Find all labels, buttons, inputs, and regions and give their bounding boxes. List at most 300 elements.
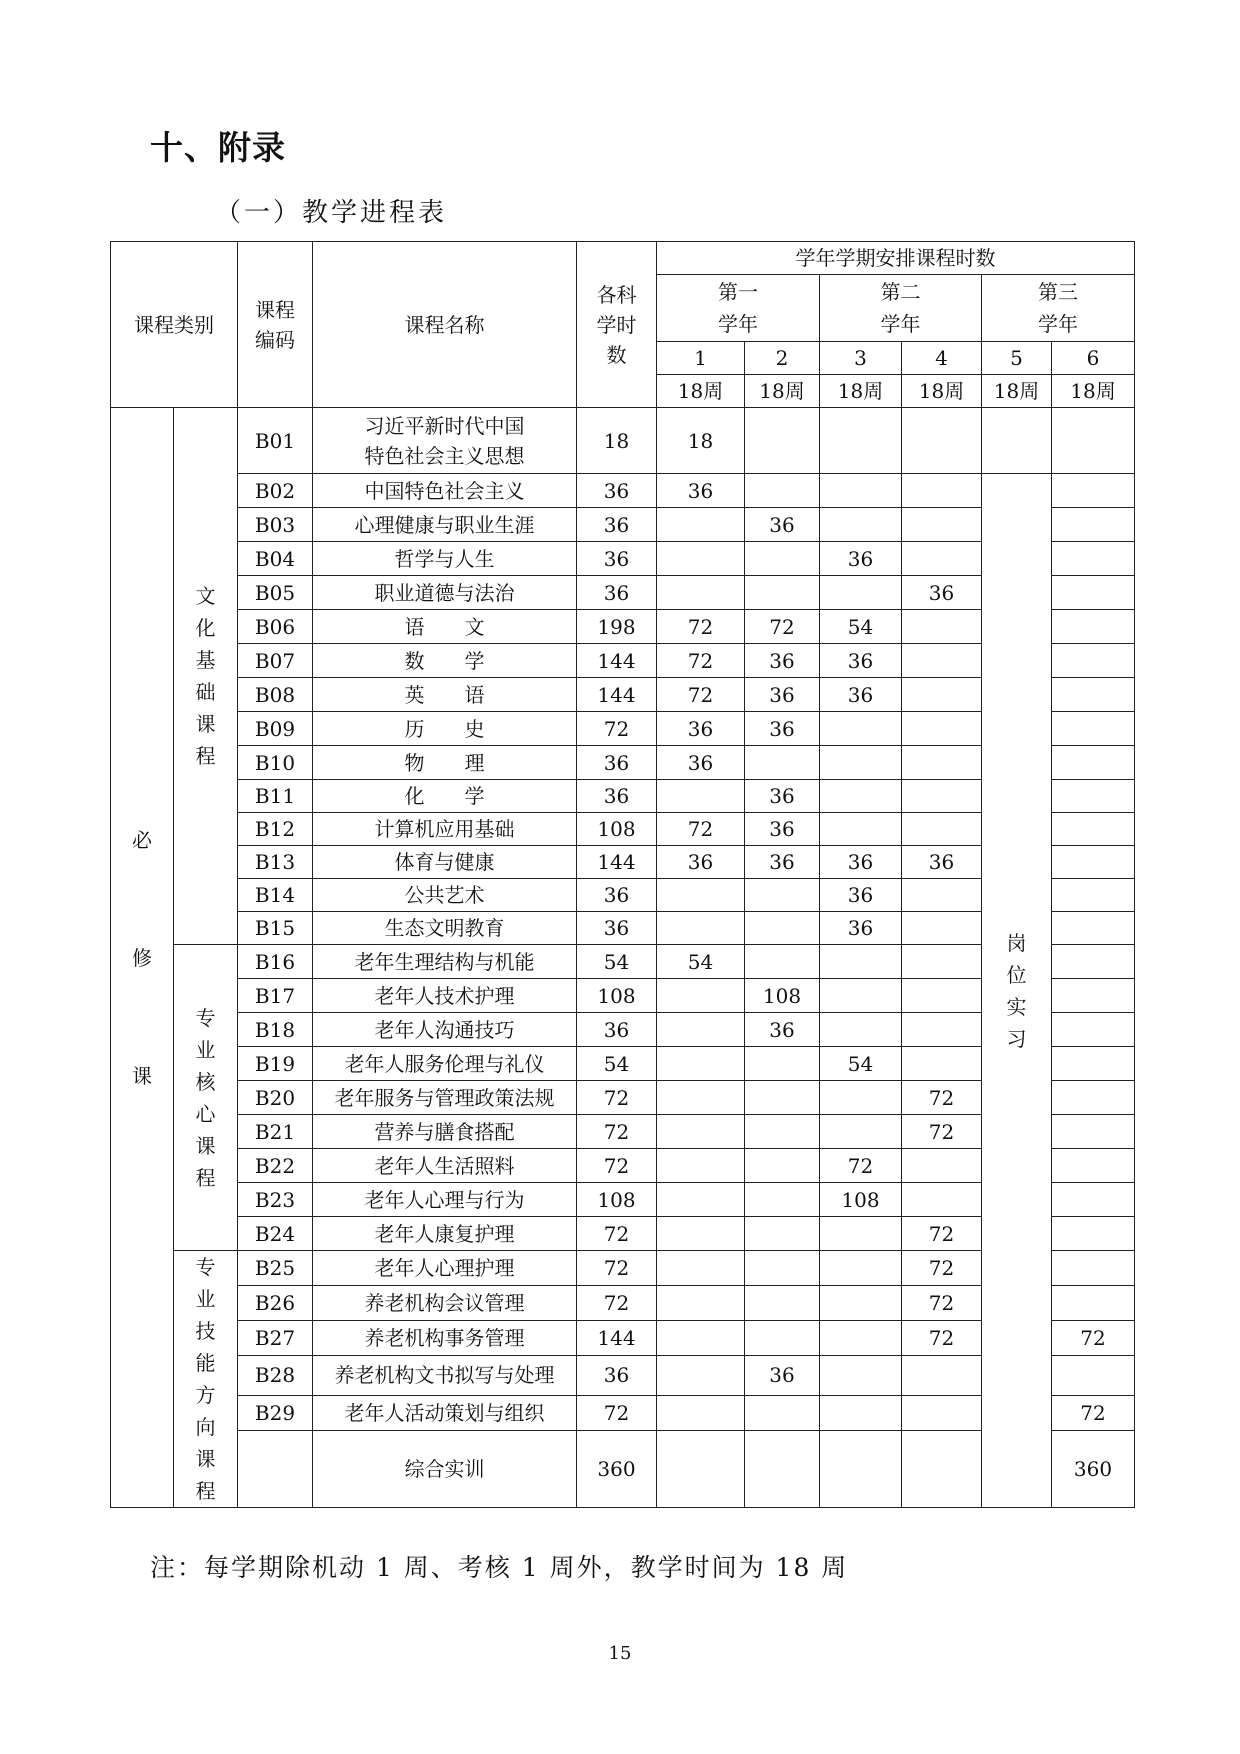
term-cell xyxy=(745,746,820,780)
section-subheading: （一）教学进程表 xyxy=(215,198,448,228)
course-hours: 36 xyxy=(577,508,657,542)
term-cell xyxy=(1052,1081,1135,1115)
category-culture-text: 文化基础课程 xyxy=(195,584,216,768)
course-name: 老年人沟通技巧 xyxy=(313,1013,577,1047)
category-core xyxy=(174,945,238,1251)
term-cell xyxy=(657,508,745,542)
term-cell xyxy=(1052,610,1135,644)
term-cell: 54 xyxy=(820,1047,902,1081)
course-hours: 72 xyxy=(577,1115,657,1149)
term-cell: 18 xyxy=(657,408,745,474)
course-code: B27 xyxy=(238,1320,313,1355)
term-cell xyxy=(902,1430,982,1507)
term-cell xyxy=(745,1217,820,1251)
course-hours: 36 xyxy=(577,1013,657,1047)
table-row xyxy=(111,912,1135,945)
course-code: B07 xyxy=(238,644,313,678)
term-cell xyxy=(657,1251,745,1286)
term-cell: 72 xyxy=(657,813,745,846)
term-cell xyxy=(657,576,745,610)
course-hours: 108 xyxy=(577,979,657,1013)
term-cell xyxy=(902,1355,982,1395)
course-name: 生态文明教育 xyxy=(313,912,577,945)
term-cell xyxy=(820,408,902,474)
course-code: B02 xyxy=(238,474,313,508)
course-code: B12 xyxy=(238,813,313,846)
term-cell xyxy=(1052,644,1135,678)
header-weeks-5: 18周 xyxy=(982,375,1052,408)
term-cell xyxy=(820,1355,902,1395)
course-hours: 144 xyxy=(577,644,657,678)
course-hours: 144 xyxy=(577,846,657,879)
term-cell xyxy=(820,1285,902,1320)
term-cell: 36 xyxy=(820,678,902,712)
term-cell: 36 xyxy=(745,712,820,746)
header-year-1 xyxy=(657,275,820,342)
term-cell: 72 xyxy=(1052,1395,1135,1430)
term-cell xyxy=(745,408,820,474)
course-hours: 36 xyxy=(577,780,657,813)
course-name: 中国特色社会主义 xyxy=(313,474,577,508)
header-term-1: 1 xyxy=(657,342,745,375)
term-cell xyxy=(820,746,902,780)
term-cell xyxy=(1052,945,1135,979)
term-cell: 36 xyxy=(745,678,820,712)
term-cell xyxy=(1052,780,1135,813)
term-cell xyxy=(820,1320,902,1355)
term-cell: 36 xyxy=(745,1013,820,1047)
course-hours: 108 xyxy=(577,813,657,846)
course-name: 物 理 xyxy=(313,746,577,780)
term-cell xyxy=(902,678,982,712)
term-cell xyxy=(1052,508,1135,542)
term-cell xyxy=(657,1149,745,1183)
term-cell: 72 xyxy=(657,678,745,712)
term-cell xyxy=(745,1081,820,1115)
course-hours: 18 xyxy=(577,408,657,474)
category-core-text: 专业核心课程 xyxy=(195,1005,216,1190)
term-cell: 72 xyxy=(820,1149,902,1183)
term-cell: 36 xyxy=(902,846,982,879)
term-cell xyxy=(745,474,820,508)
term-cell xyxy=(902,1149,982,1183)
term-cell xyxy=(1052,1149,1135,1183)
term-cell xyxy=(820,1430,902,1507)
term-cell xyxy=(902,1047,982,1081)
term-cell xyxy=(1052,1251,1135,1286)
course-name: 老年服务与管理政策法规 xyxy=(313,1081,577,1115)
header-year-2 xyxy=(820,275,982,342)
term-cell xyxy=(820,945,902,979)
course-code: B26 xyxy=(238,1285,313,1320)
course-hours: 72 xyxy=(577,1217,657,1251)
term-cell: 36 xyxy=(820,912,902,945)
term-cell xyxy=(745,1251,820,1286)
course-name-text: 习近平新时代中国特色社会主义思想 xyxy=(364,413,525,468)
term-cell xyxy=(1052,1355,1135,1395)
term-cell: 108 xyxy=(745,979,820,1013)
category-main xyxy=(111,408,174,1508)
term-cell: 36 xyxy=(745,644,820,678)
table-row xyxy=(111,474,1135,508)
course-name: 语 文 xyxy=(313,610,577,644)
table-row xyxy=(111,610,1135,644)
table-row xyxy=(111,1251,1135,1286)
term-cell: 36 xyxy=(657,712,745,746)
term-cell: 72 xyxy=(902,1320,982,1355)
course-code: B04 xyxy=(238,542,313,576)
term-cell xyxy=(745,879,820,912)
term-cell xyxy=(657,780,745,813)
internship-cell xyxy=(982,474,1052,1508)
term-cell xyxy=(1052,979,1135,1013)
term-cell: 72 xyxy=(902,1285,982,1320)
term-cell xyxy=(820,979,902,1013)
section-heading: 十、附录 xyxy=(150,128,286,167)
course-code: B03 xyxy=(238,508,313,542)
course-hours: 36 xyxy=(577,576,657,610)
table-row xyxy=(111,979,1135,1013)
course-code: B09 xyxy=(238,712,313,746)
term-cell xyxy=(1052,576,1135,610)
term-cell xyxy=(657,1081,745,1115)
course-name: 历 史 xyxy=(313,712,577,746)
term-cell xyxy=(820,1013,902,1047)
header-term-6: 6 xyxy=(1052,342,1135,375)
course-code: B17 xyxy=(238,979,313,1013)
term-cell xyxy=(657,1115,745,1149)
table-row xyxy=(111,1149,1135,1183)
header-year-3 xyxy=(982,275,1135,342)
term-cell xyxy=(1052,813,1135,846)
header-name: 课程名称 xyxy=(313,242,577,408)
course-hours: 36 xyxy=(577,542,657,576)
term-cell xyxy=(745,1183,820,1217)
table-row xyxy=(111,813,1135,846)
course-name: 英 语 xyxy=(313,678,577,712)
term-cell xyxy=(982,408,1052,474)
term-cell xyxy=(657,1183,745,1217)
header-weeks-4: 18周 xyxy=(902,375,982,408)
term-cell xyxy=(902,408,982,474)
course-name xyxy=(313,408,577,474)
term-cell xyxy=(1052,846,1135,879)
term-cell xyxy=(902,912,982,945)
term-cell xyxy=(1052,746,1135,780)
page-number: 15 xyxy=(608,1643,632,1664)
table-row xyxy=(111,1081,1135,1115)
term-cell xyxy=(902,542,982,576)
course-name: 养老机构文书拟写与处理 xyxy=(313,1355,577,1395)
table-row xyxy=(111,780,1135,813)
table-row xyxy=(111,1217,1135,1251)
course-hours: 144 xyxy=(577,678,657,712)
course-name: 老年生理结构与机能 xyxy=(313,945,577,979)
course-code: B16 xyxy=(238,945,313,979)
term-cell xyxy=(820,576,902,610)
course-hours: 36 xyxy=(577,746,657,780)
term-cell xyxy=(745,1149,820,1183)
term-cell xyxy=(1052,1217,1135,1251)
term-cell: 36 xyxy=(820,644,902,678)
term-cell xyxy=(902,879,982,912)
header-hours xyxy=(577,242,657,408)
term-cell: 36 xyxy=(820,542,902,576)
course-code: B14 xyxy=(238,879,313,912)
table-row xyxy=(111,408,1135,474)
term-cell: 36 xyxy=(745,508,820,542)
term-cell: 36 xyxy=(820,846,902,879)
category-skill-text: 专业技能方向课程 xyxy=(195,1255,216,1503)
term-cell xyxy=(1052,1285,1135,1320)
course-code: B15 xyxy=(238,912,313,945)
table-row xyxy=(111,846,1135,879)
table-row xyxy=(111,746,1135,780)
course-name: 公共艺术 xyxy=(313,879,577,912)
header-year-3-text: 第三学年 xyxy=(1038,280,1078,336)
term-cell xyxy=(745,1047,820,1081)
table-row xyxy=(111,1320,1135,1355)
term-cell xyxy=(657,979,745,1013)
term-cell xyxy=(657,1217,745,1251)
header-term-4: 4 xyxy=(902,342,982,375)
term-cell: 36 xyxy=(820,879,902,912)
course-hours: 72 xyxy=(577,1285,657,1320)
category-skill xyxy=(174,1251,238,1508)
term-cell xyxy=(657,912,745,945)
course-code: B29 xyxy=(238,1395,313,1430)
term-cell xyxy=(820,1251,902,1286)
term-cell xyxy=(657,879,745,912)
course-name: 老年人技术护理 xyxy=(313,979,577,1013)
course-code: B19 xyxy=(238,1047,313,1081)
course-name: 综合实训 xyxy=(313,1430,577,1507)
term-cell: 54 xyxy=(820,610,902,644)
course-hours: 36 xyxy=(577,1355,657,1395)
header-term-2: 2 xyxy=(745,342,820,375)
course-hours: 108 xyxy=(577,1183,657,1217)
term-cell xyxy=(1052,912,1135,945)
term-cell: 36 xyxy=(745,813,820,846)
term-cell xyxy=(820,1217,902,1251)
course-hours: 72 xyxy=(577,1251,657,1286)
term-cell xyxy=(1052,1013,1135,1047)
term-cell xyxy=(657,1320,745,1355)
header-term-3: 3 xyxy=(820,342,902,375)
term-cell: 72 xyxy=(745,610,820,644)
course-name: 老年人服务伦理与礼仪 xyxy=(313,1047,577,1081)
course-code: B11 xyxy=(238,780,313,813)
header-schedule: 学年学期安排课程时数 xyxy=(657,242,1135,275)
course-hours: 72 xyxy=(577,1081,657,1115)
course-name: 数 学 xyxy=(313,644,577,678)
header-code xyxy=(238,242,313,408)
header-year-2-text: 第二学年 xyxy=(880,280,921,336)
term-cell: 36 xyxy=(745,1355,820,1395)
header-category: 课程类别 xyxy=(111,242,238,408)
course-hours: 54 xyxy=(577,945,657,979)
course-name: 哲学与人生 xyxy=(313,542,577,576)
term-cell xyxy=(820,1115,902,1149)
term-cell: 72 xyxy=(902,1115,982,1149)
term-cell xyxy=(902,712,982,746)
header-weeks-1: 18周 xyxy=(657,375,745,408)
table-row xyxy=(111,879,1135,912)
term-cell: 54 xyxy=(657,945,745,979)
term-cell xyxy=(902,1013,982,1047)
course-name: 体育与健康 xyxy=(313,846,577,879)
term-cell: 72 xyxy=(902,1251,982,1286)
header-code-text: 课程编码 xyxy=(255,297,295,352)
course-hours: 198 xyxy=(577,610,657,644)
term-cell xyxy=(745,1395,820,1430)
course-code: B06 xyxy=(238,610,313,644)
term-cell xyxy=(745,912,820,945)
term-cell xyxy=(745,1115,820,1149)
course-code: B22 xyxy=(238,1149,313,1183)
term-cell xyxy=(902,780,982,813)
term-cell: 72 xyxy=(902,1217,982,1251)
term-cell: 36 xyxy=(745,780,820,813)
course-name: 养老机构事务管理 xyxy=(313,1320,577,1355)
course-hours: 360 xyxy=(577,1430,657,1507)
course-hours: 72 xyxy=(577,1395,657,1430)
term-cell xyxy=(902,474,982,508)
course-code: B08 xyxy=(238,678,313,712)
footnote: 注：每学期除机动 1 周、考核 1 周外，教学时间为 18 周 xyxy=(150,1553,849,1582)
term-cell xyxy=(902,746,982,780)
term-cell xyxy=(902,979,982,1013)
header-weeks-6: 18周 xyxy=(1052,375,1135,408)
term-cell: 36 xyxy=(657,746,745,780)
term-cell xyxy=(1052,408,1135,474)
term-cell xyxy=(745,1430,820,1507)
term-cell xyxy=(902,644,982,678)
term-cell: 72 xyxy=(657,644,745,678)
header-hours-text: 各科学时数 xyxy=(596,282,637,367)
course-hours: 144 xyxy=(577,1320,657,1355)
term-cell xyxy=(657,1355,745,1395)
course-code: B28 xyxy=(238,1355,313,1395)
term-cell: 36 xyxy=(745,846,820,879)
term-cell xyxy=(745,576,820,610)
table-row xyxy=(111,1115,1135,1149)
course-code: B25 xyxy=(238,1251,313,1286)
header-weeks-2: 18周 xyxy=(745,375,820,408)
course-name: 老年人生活照料 xyxy=(313,1149,577,1183)
term-cell xyxy=(1052,1115,1135,1149)
table-row xyxy=(111,1430,1135,1507)
course-hours: 72 xyxy=(577,712,657,746)
course-code: B18 xyxy=(238,1013,313,1047)
course-code: B10 xyxy=(238,746,313,780)
term-cell xyxy=(902,1395,982,1430)
term-cell xyxy=(1052,1047,1135,1081)
term-cell xyxy=(1052,678,1135,712)
term-cell xyxy=(902,813,982,846)
course-code: B20 xyxy=(238,1081,313,1115)
course-hours: 36 xyxy=(577,474,657,508)
category-culture xyxy=(174,408,238,945)
term-cell xyxy=(820,780,902,813)
course-name: 老年人活动策划与组织 xyxy=(313,1395,577,1430)
table-row xyxy=(111,1183,1135,1217)
term-cell xyxy=(902,945,982,979)
term-cell xyxy=(1052,1183,1135,1217)
category-main-text: 必修课 xyxy=(132,827,152,1088)
table-row xyxy=(111,712,1135,746)
table-row xyxy=(111,508,1135,542)
course-hours: 36 xyxy=(577,912,657,945)
course-code xyxy=(238,1430,313,1507)
term-cell: 72 xyxy=(902,1081,982,1115)
course-name: 养老机构会议管理 xyxy=(313,1285,577,1320)
course-hours: 72 xyxy=(577,1149,657,1183)
table-row xyxy=(111,1285,1135,1320)
table-row xyxy=(111,678,1135,712)
course-code: B24 xyxy=(238,1217,313,1251)
term-cell xyxy=(657,1395,745,1430)
course-hours: 36 xyxy=(577,879,657,912)
term-cell xyxy=(820,1395,902,1430)
term-cell xyxy=(1052,474,1135,508)
course-code: B05 xyxy=(238,576,313,610)
term-cell xyxy=(1052,879,1135,912)
course-code: B13 xyxy=(238,846,313,879)
term-cell xyxy=(745,945,820,979)
table-row xyxy=(111,542,1135,576)
term-cell: 36 xyxy=(657,474,745,508)
table-row xyxy=(111,1395,1135,1430)
term-cell xyxy=(745,542,820,576)
term-cell: 72 xyxy=(1052,1320,1135,1355)
term-cell xyxy=(657,542,745,576)
course-name: 化 学 xyxy=(313,780,577,813)
course-name: 计算机应用基础 xyxy=(313,813,577,846)
term-cell xyxy=(745,1320,820,1355)
table-row xyxy=(111,1047,1135,1081)
course-name: 老年人康复护理 xyxy=(313,1217,577,1251)
header-term-5: 5 xyxy=(982,342,1052,375)
course-name: 心理健康与职业生涯 xyxy=(313,508,577,542)
term-cell xyxy=(745,1285,820,1320)
term-cell xyxy=(1052,542,1135,576)
term-cell xyxy=(657,1285,745,1320)
term-cell xyxy=(1052,712,1135,746)
term-cell xyxy=(820,508,902,542)
header-weeks-3: 18周 xyxy=(820,375,902,408)
term-cell xyxy=(657,1430,745,1507)
term-cell xyxy=(657,1013,745,1047)
table-row xyxy=(111,945,1135,979)
term-cell xyxy=(820,712,902,746)
course-name: 老年人心理护理 xyxy=(313,1251,577,1286)
course-code: B01 xyxy=(238,408,313,474)
course-code: B23 xyxy=(238,1183,313,1217)
term-cell xyxy=(902,610,982,644)
term-cell: 36 xyxy=(902,576,982,610)
term-cell: 72 xyxy=(657,610,745,644)
term-cell xyxy=(902,1183,982,1217)
table-row xyxy=(111,1355,1135,1395)
term-cell: 360 xyxy=(1052,1430,1135,1507)
header-year-1-text: 第一学年 xyxy=(718,280,758,336)
table-row xyxy=(111,576,1135,610)
table-row xyxy=(111,644,1135,678)
course-name: 营养与膳食搭配 xyxy=(313,1115,577,1149)
term-cell xyxy=(657,1047,745,1081)
term-cell: 108 xyxy=(820,1183,902,1217)
